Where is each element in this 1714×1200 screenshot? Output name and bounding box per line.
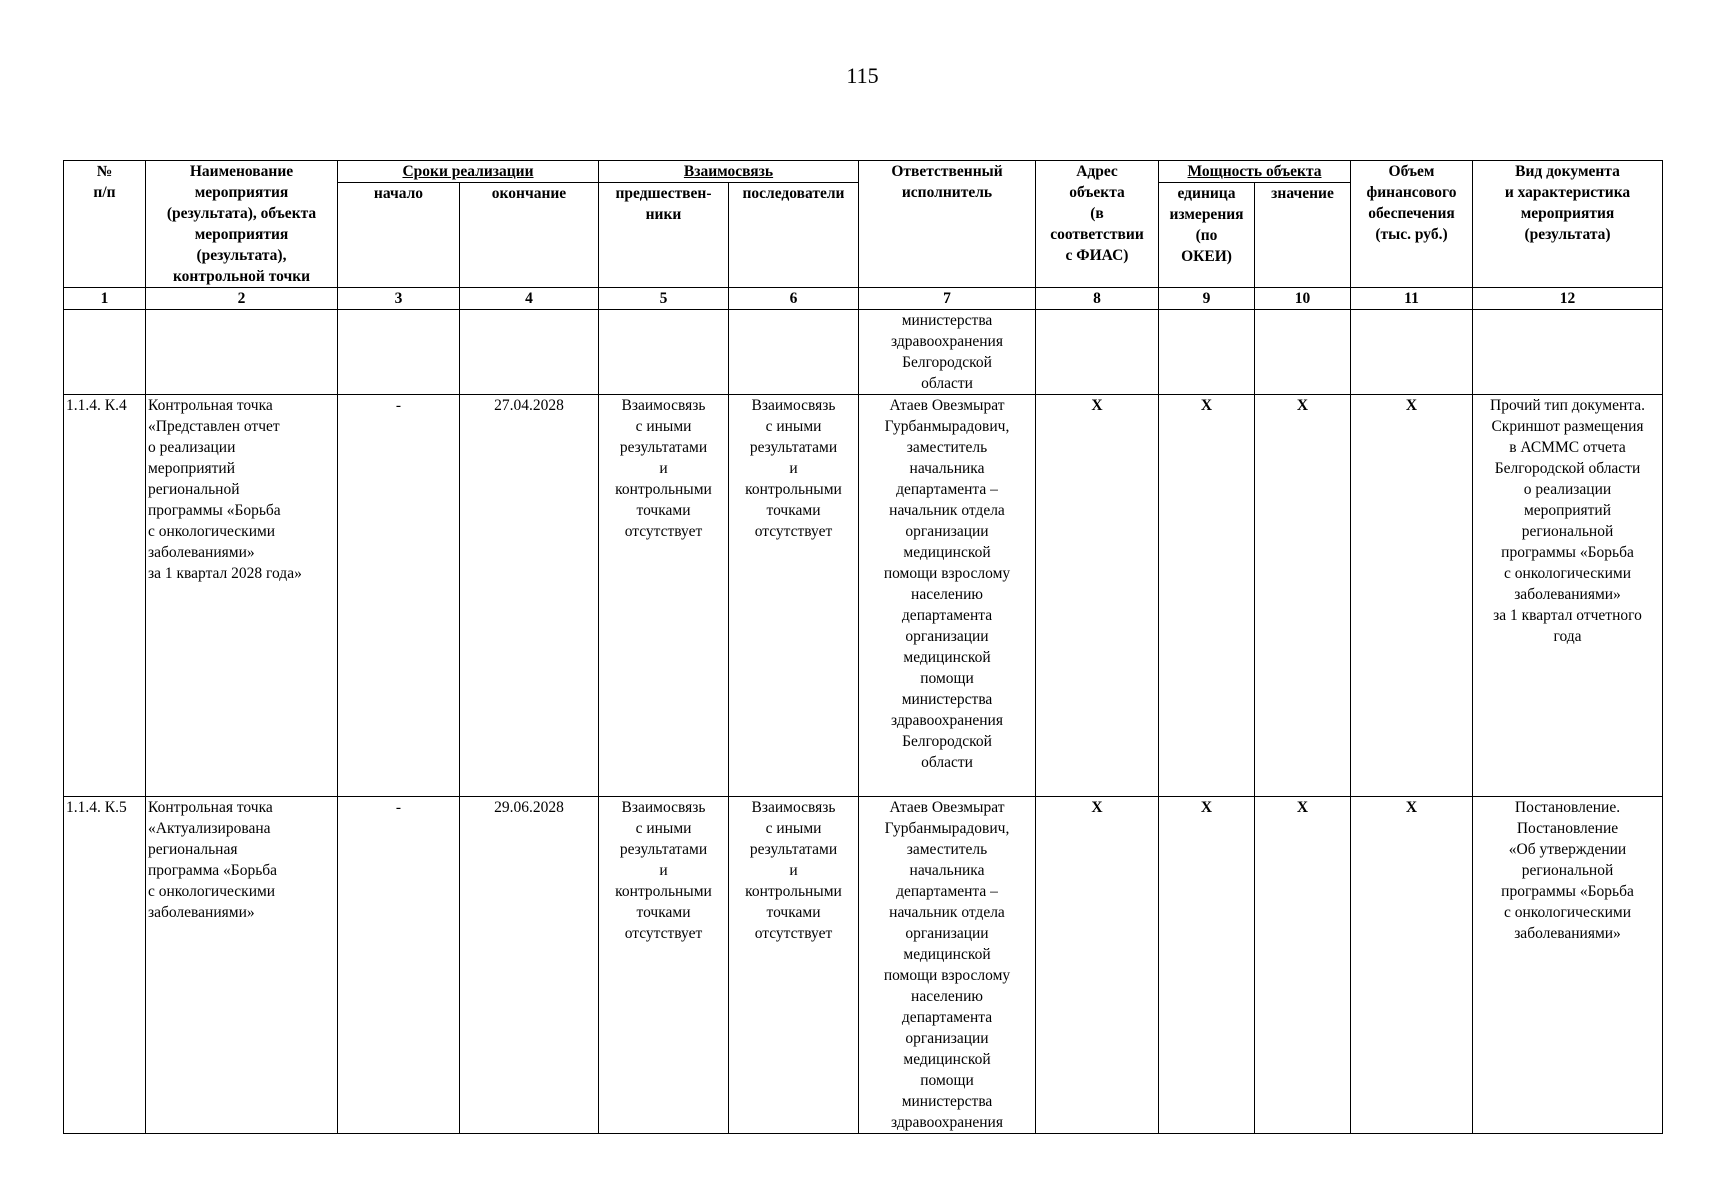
column-number: 6: [729, 288, 859, 310]
column-number: 10: [1255, 288, 1351, 310]
column-number: 7: [859, 288, 1036, 310]
cell-value: Х: [1255, 395, 1351, 797]
column-number: 1: [64, 288, 146, 310]
header-value: значение: [1255, 183, 1351, 288]
cell-empty: [729, 310, 859, 395]
header-end: окончание: [460, 183, 599, 288]
cell-finance: Х: [1351, 797, 1473, 1134]
cell-predecessors: Взаимосвязь с иными результатами и контрольными точками отсутствует: [599, 797, 729, 1134]
header-finance: Объем финансового обеспечения (тыс. руб.): [1351, 161, 1473, 288]
page-number: 115: [846, 63, 879, 88]
column-number: 3: [338, 288, 460, 310]
cell-finance: Х: [1351, 395, 1473, 797]
column-number: 12: [1473, 288, 1663, 310]
header-num: № п/п: [64, 161, 146, 288]
cell-unit: Х: [1159, 395, 1255, 797]
cell-predecessors: Взаимосвязь с иными результатами и контрольными точками отсутствует: [599, 395, 729, 797]
header-responsible: Ответственный исполнитель: [859, 161, 1036, 288]
column-number: 8: [1036, 288, 1159, 310]
header-relation: Взаимосвязь: [599, 161, 859, 183]
table-row: [64, 395, 1663, 797]
cell-successors: Взаимосвязь с иными результатами и контрольными точками отсутствует: [729, 395, 859, 797]
header-start: начало: [338, 183, 460, 288]
cell-id: 1.1.4. К.4: [64, 395, 146, 797]
table-row: [64, 797, 1663, 1134]
column-number: 4: [460, 288, 599, 310]
table-row: [64, 310, 1663, 395]
cell-name: Контрольная точка «Представлен отчет о реализации мероприятий региональной программы «Борьба с онкологическими заболеваниями» за 1 квартал 2028 года»: [146, 395, 338, 797]
header-unit: единица измерения (по ОКЕИ): [1159, 183, 1255, 288]
cell-name: Контрольная точка «Актуализирована региональная программа «Борьба с онкологическими заболеваниями»: [146, 797, 338, 1134]
cell-doc-type: Прочий тип документа. Скриншот размещения в АСММС отчета Белгородской области о реализации мероприятий региональной программы «Борьба с онкологическими заболеваниями» за 1 квартал отчетного года: [1473, 395, 1663, 797]
header-predecessors: предшествен- ники: [599, 183, 729, 288]
column-number: 5: [599, 288, 729, 310]
cell-empty: [1473, 310, 1663, 395]
header-name: Наименование мероприятия (результата), объекта мероприятия (результата), контрольной точки: [146, 161, 338, 288]
column-number: 2: [146, 288, 338, 310]
cell-empty: [146, 310, 338, 395]
cell-empty: [599, 310, 729, 395]
header-terms: Сроки реализации: [338, 161, 599, 183]
cell-start: -: [338, 395, 460, 797]
cell-address: Х: [1036, 797, 1159, 1134]
cell-start: -: [338, 797, 460, 1134]
cell-unit: Х: [1159, 797, 1255, 1134]
cell-doc-type: Постановление. Постановление «Об утверждении региональной программы «Борьба с онкологическими заболеваниями»: [1473, 797, 1663, 1134]
cell-empty: [1351, 310, 1473, 395]
plan-table: [63, 160, 1663, 1134]
cell-empty: [64, 310, 146, 395]
cell-empty: [338, 310, 460, 395]
cell-id: 1.1.4. К.5: [64, 797, 146, 1134]
column-number: 9: [1159, 288, 1255, 310]
cell-successors: Взаимосвязь с иными результатами и контрольными точками отсутствует: [729, 797, 859, 1134]
cell-empty: [460, 310, 599, 395]
header-capacity: Мощность объекта: [1159, 161, 1351, 183]
cell-end: 29.06.2028: [460, 797, 599, 1134]
cell-address: Х: [1036, 395, 1159, 797]
header-doc-type: Вид документа и характеристика мероприятия (результата): [1473, 161, 1663, 288]
header-address: Адрес объекта (в соответствии с ФИАС): [1036, 161, 1159, 288]
cell-responsible: министерства здравоохранения Белгородской области: [859, 310, 1036, 395]
cell-responsible: Атаев Овезмырат Гурбанмырадович, заместитель начальника департамента – начальник отдела организации медицинской помощи взрослому населению департамента организации медицинской помощи министерства здравоохранения: [859, 797, 1036, 1134]
cell-empty: [1255, 310, 1351, 395]
column-number: 11: [1351, 288, 1473, 310]
cell-empty: [1036, 310, 1159, 395]
cell-responsible: Атаев Овезмырат Гурбанмырадович, заместитель начальника департамента – начальник отдела организации медицинской помощи взрослому населению департамента организации медицинской помощи министерства здравоохранения Белгородской области: [859, 395, 1036, 797]
cell-empty: [1159, 310, 1255, 395]
cell-end: 27.04.2028: [460, 395, 599, 797]
cell-value: Х: [1255, 797, 1351, 1134]
header-successors: последователи: [729, 183, 859, 288]
